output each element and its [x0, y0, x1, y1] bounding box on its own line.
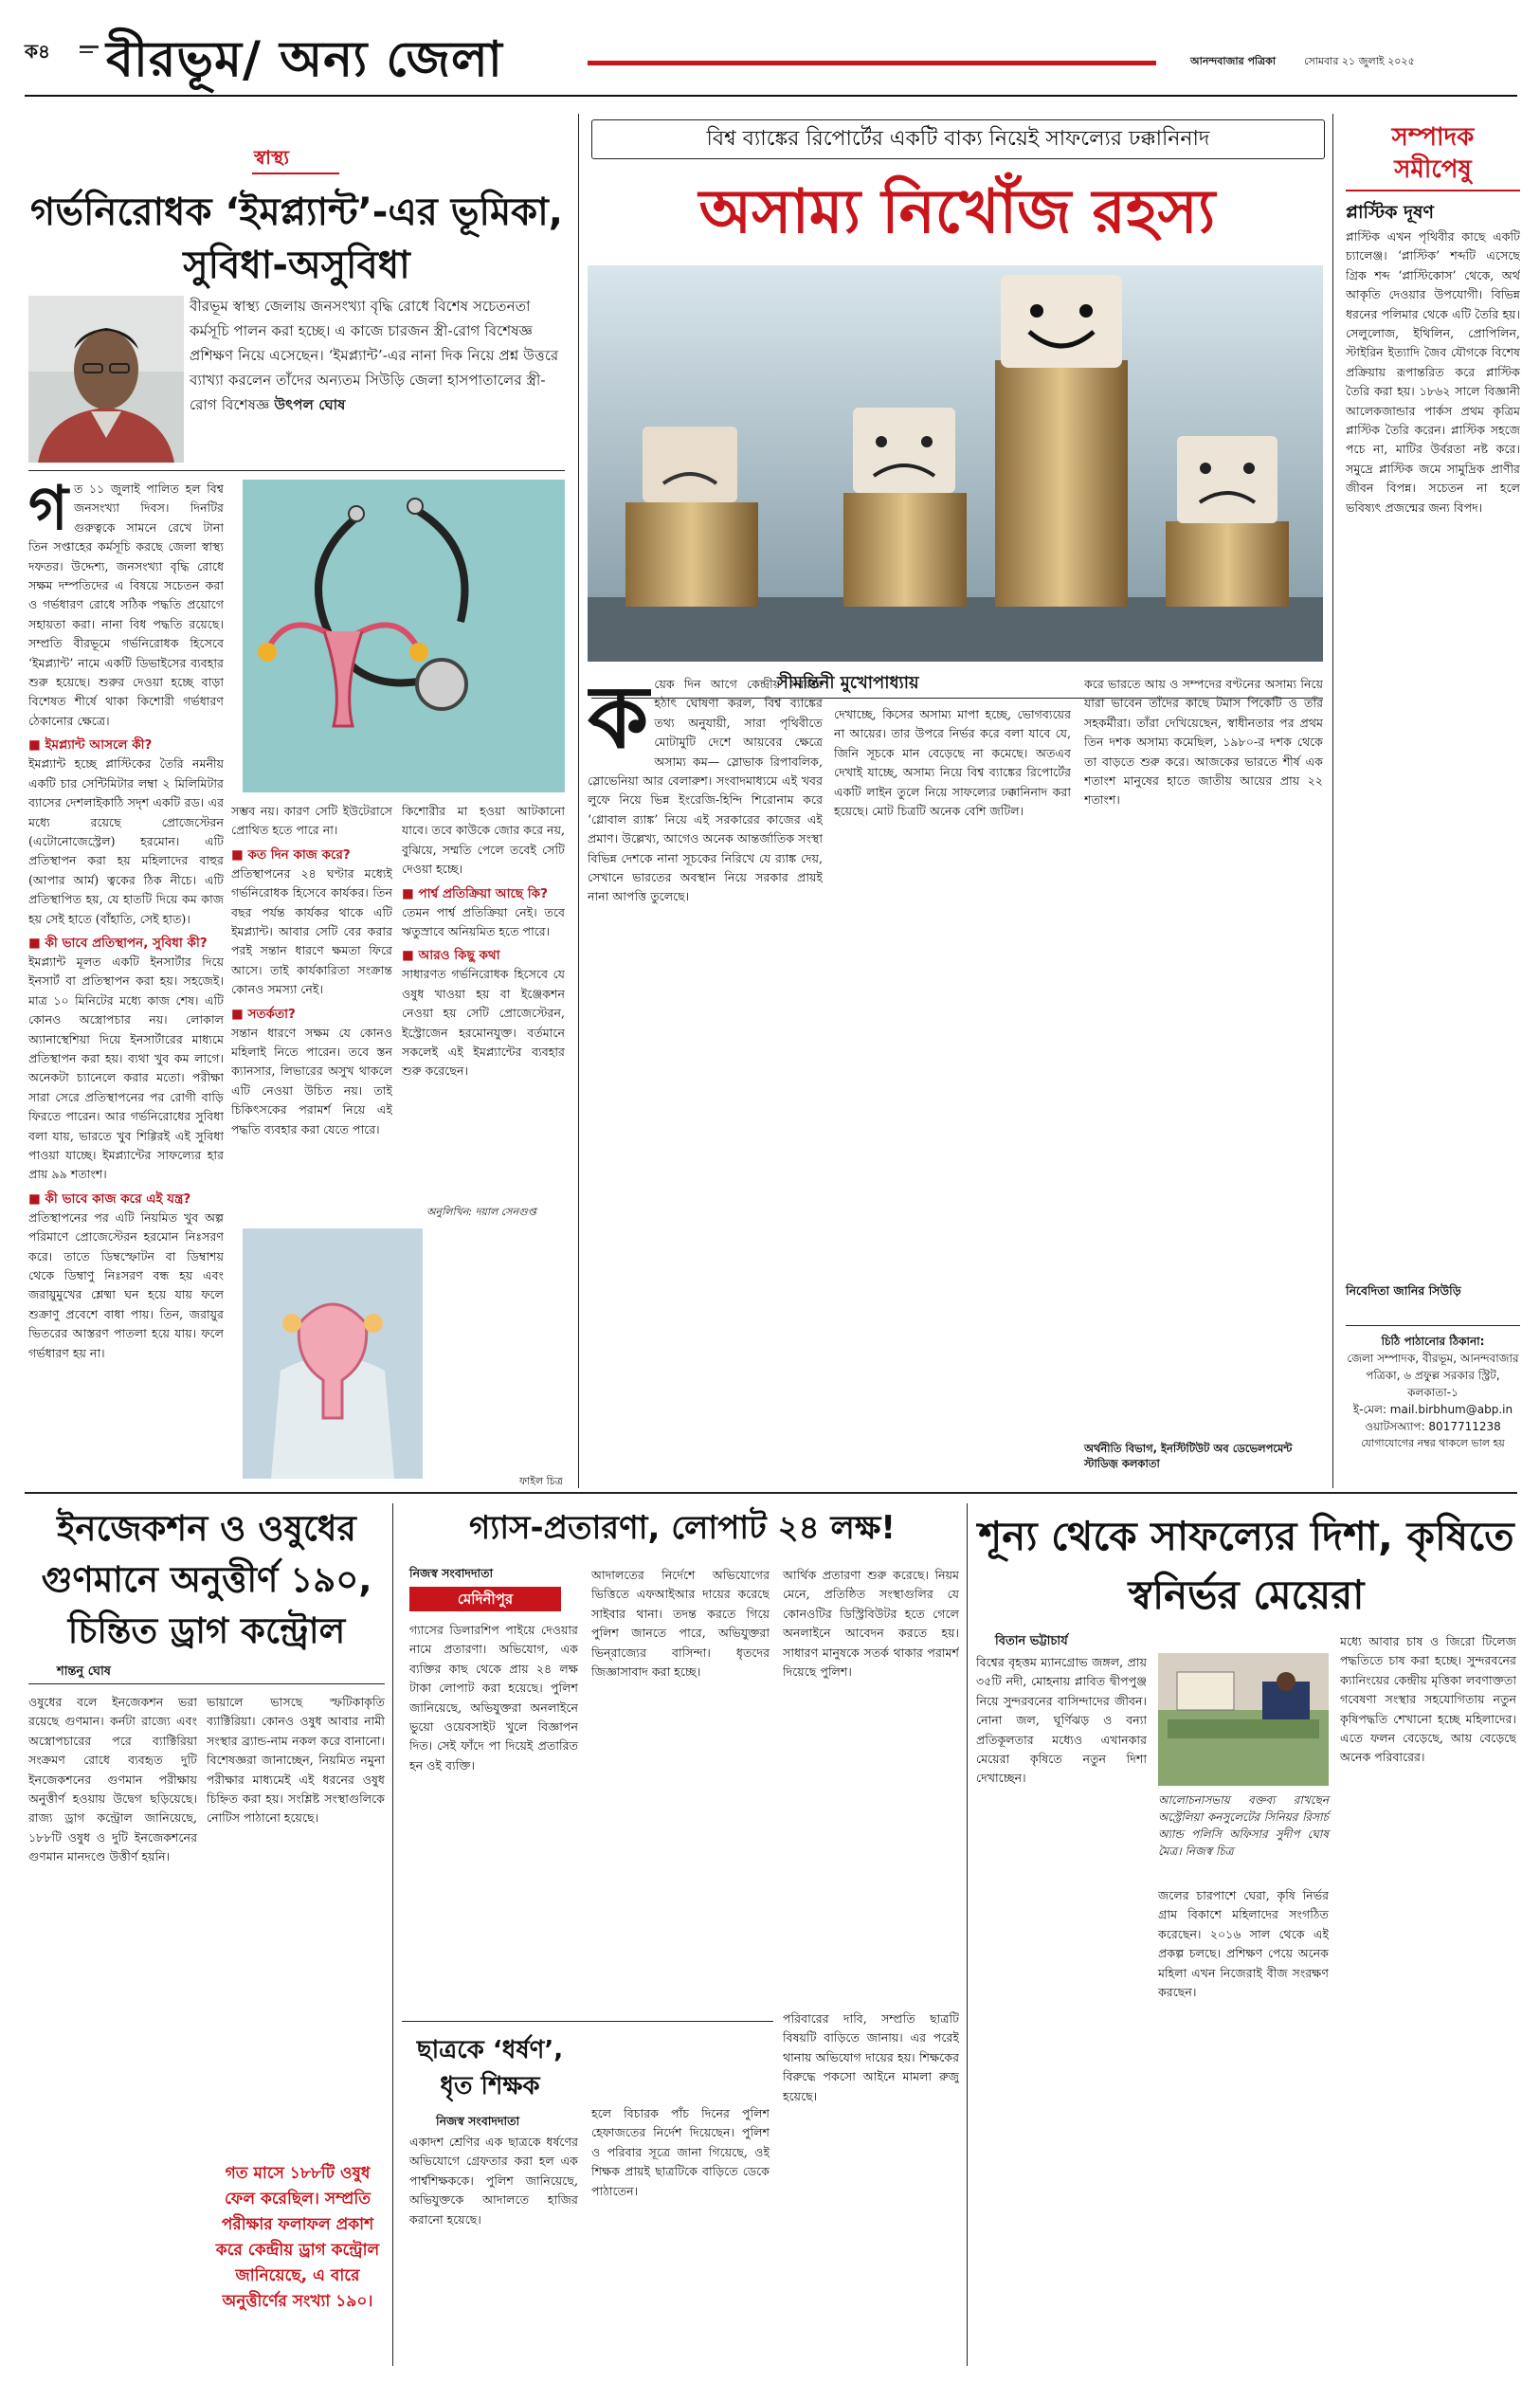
health-col-1 [28, 480, 224, 1481]
health-lead: ত ১১ জুলাই পালিত হল বিশ্ব জনসংখ্যা দিবস। দিনটির গুরুত্বকে সামনে রেখে টানা তিন সপ্তাহের কর্মসূচি করছে জেলা স্বাস্থ্য দফতর। উদ্দেশ্য, জনসংখ্যা বৃদ্ধি রোধে সক্ষম দম্পতিদের এ বিষয়ে সচেতন করা ও গর্ভধারণ রোধে সঠিক পদ্ধতি প্রয়োগে সহায়তা করা। নানা বিধ পদ্ধতি রয়েছে। সম্প্রতি বীরভূমে গর্ভনিরোধক হিসেবে ‘ইমপ্ল্যান্ট’ নামে একটি ডিভাইসের ব্যবহার শুরু হয়েছে। শুরুর দেওয়া হচ্ছে বাড়া বিশেষত শীর্ষে থাকা কিশোরী গর্ভধারণ ঠেকানোর ক্ষেত্রে। [28, 482, 224, 728]
drug-headline: ইনজেকশন ও ওষুধের গুণমানে অনুত্তীর্ণ ১৯০, চিন্তিত ড্রাগ কন্ট্রোল [41, 1508, 372, 1651]
masthead-logo [78, 42, 100, 59]
farm-caption: আলোচনাসভায় বক্তব্য রাখছেন অস্ট্রেলিয়া কনসুলেটের সিনিয়র রিসার্চ অ্যান্ড পলিসি অফিসার সুদীপ ঘোষ মৈত্র। নিজস্ব চিত্র [1158, 1793, 1329, 1858]
health-dropcap: গ [28, 480, 68, 544]
gas-sub-text-2: হলে বিচারক পাঁচ দিনের পুলিশ হেফাজতের নির্দেশ দিয়েছেন। পুলিশ ও পরিবার সূত্রে জানা গিয়েছে, ওই শিক্ষক প্রায়ই ছাত্রটিকে বাড়িতে ডেকে পাঠাতেন। [591, 2106, 770, 2198]
health-a5: সন্তান ধারণে সক্ষম যে কোনও মহিলাই নিতে পারেন। তবে স্তন ক্যানসার, লিভারের অসুখ থাকলে এটি নেওয়া উচিত নয়। তাই চিকিৎসকের পরামর্শ নিয়ে এই পদ্ধতি ব্যবহার করা যেতে পারে। [231, 1025, 392, 1136]
health-intro-rule [28, 470, 565, 471]
gas-sub-headline: ছাত্রকে ‘ধর্ষণ’, ধৃত শিক্ষক [416, 2036, 564, 2100]
gas-sub-text-3: পরিবারের দাবি, সম্প্রতি ছাত্রটি বিষয়টি বাড়িতে জানায়। এর পরেই থানায় অভিযোগ দায়ের হয়। শিক্ষকের বিরুদ্ধে পকসো আইনে মামলা রুজু হয়েছে। [783, 2011, 959, 2103]
health-col-2 [231, 802, 392, 1225]
coin-stacks-photo [588, 265, 1323, 662]
worldbank-dropcap: ক [588, 675, 649, 768]
health-a2: ইমপ্ল্যান্ট মূলত একটি ইনসার্টার দিয়ে ইনসার্ট বা প্রতিস্থাপন করা হয়। সহজেই। মাত্র ১০ মিনিটের মধ্যে কাজ শেষ। এটি কোনও অস্ত্রোপচার নয়। লোকাল অ্যানাস্থেশিয়া দিয়ে ইনসার্টারের মাধ্যমে প্রতিস্থাপন করা হয়। ব্যথা খুব কম লাগে। অনেকটা চ্যানেলে করার মতো। পরীক্ষা সারা সেরে প্রতিস্থাপনের পর রোগী বাড়ি ফিরতে পারেন। আর গর্ভনিরোধের সুবিধা বলা যায়, ভারতে খুব শিগ্গিরই এই সুবিধা পাওয়া যাচ্ছে। ইমপ্ল্যান্টের সাফল্যের হার প্রায় ৯৯ শতাংশ। [28, 954, 224, 1182]
uterus-model-photo [243, 1228, 423, 1479]
drug-author: শান্তনু ঘোষ [57, 1664, 111, 1679]
health-intro-name: উৎপল ঘোষ [274, 396, 346, 413]
editor-title-2: সমীপেষু [1394, 155, 1472, 184]
gas-text-2: আদালতের নির্দেশে অভিযোগের ভিত্তিতে এফআইআর দায়ের করেছে সাইবার থানা। তদন্ত করতে গিয়ে পুলিশ জানতে পারে, অভিযুক্তরা ভিন্‌রাজ্যের বাসিন্দা। ধৃতদের জিজ্ঞাসাবাদ করা হচ্ছে। [591, 1568, 770, 1680]
health-headline: গর্ভনিরোধক ‘ইমপ্ল্যান্ট’-এর ভূমিকা, সুবিধা-অসুবিধা [30, 191, 563, 287]
stethoscope-illustration [243, 480, 565, 792]
drug-col-1 [28, 1693, 197, 2366]
health-col-3 [402, 802, 565, 1225]
drug-subhead: গত মাসে ১৮৮টি ওষুধ ফেল করেছিল। সম্প্রতি পরীক্ষার ফলাফল প্রকাশ করে কেন্দ্রীয় ড্রাগ কন্ট্রোল জানিয়েছে, এ বারে অনুত্তীর্ণের সংখ্যা ১৯০। [215, 2164, 380, 2311]
health-a6: তেমন পার্শ্ব প্রতিক্রিয়া নেই। তবে ঋতুস্রাবে অনিয়মিত হতে পারে। [402, 904, 565, 939]
worldbank-footer-credit: অর্থনীতি বিভাগ, ইনস্টিটিউট অব ডেভেলপমেন্ট স্টাডিজ় কলকাতা [1084, 1442, 1293, 1470]
editor-phone: ওয়াটসঅ্যাপ: 8017711238 [1365, 1420, 1501, 1433]
editor-note: যোগাযোগের নম্বর থাকলে ভাল হয় [1361, 1437, 1505, 1449]
doctor-photo [28, 296, 184, 463]
worldbank-col-3 [1084, 675, 1323, 1433]
health-col4: কিশোরীর মা হওয়া আটকানো যাবে। তবে কাউকে জোর করে নয়, বুঝিয়ে, সম্মতি পেলে তবেই সেটি দেওয়া হচ্ছে। [402, 804, 565, 877]
editor-signature: নিবেদিতা জানির সিউড়ি [1346, 1283, 1461, 1298]
gas-reporter: নিজস্ব সংবাদদাতা [409, 1566, 494, 1580]
gas-sub-reporter: নিজস্ব সংবাদদাতা [436, 2114, 520, 2128]
health-q2: ■ কী ভাবে প্রতিস্থাপন, সুবিধা কী? [28, 935, 208, 951]
worldbank-text-3: করে ভারতে আয় ও সম্পদের বণ্টনের অসাম্য নিয়ে যারা ভাবেন তাঁদের কাছে টমাস পিকেটি ও তাঁর সহকর্মীরা। তাঁরা দেখিয়েছেন, স্বাধীনতার পর প্রথম তিন দশক অসাম্য কমেছিল, ১৯৮০-র দশক থেকে তা বাড়তে শুরু করে। আজকের ভারতে শীর্ষ এক শতাংশ মানুষের হাতে জাতীয় আয়ের প্রায় ২২ শতাংশ। [1084, 677, 1323, 808]
farm-col-1 [976, 1653, 1147, 2366]
farm-col-3 [1158, 1886, 1329, 2366]
health-photo-credit: ফাইল চিত্র [519, 1475, 563, 1487]
gas-col-2 [591, 1566, 770, 2097]
vertical-rule-4 [967, 1503, 968, 2366]
vertical-rule-2 [1332, 114, 1333, 1488]
gas-text-3: আর্থিক প্রতারণা শুরু করেছে। নিয়ম মেনে, প্রতিষ্ঠিত সংস্থাগুলির যে কোনওটির ডিস্ট্রিবিউটর হতে গেলে অনলাইনে আবেদন করতে হয়। সাধারণ মানুষকে সতর্ক থাকার পরামর্শ দিয়েছে পুলিশ। [783, 1568, 959, 1680]
gas-col-3 [783, 1566, 959, 2002]
health-q4: ■ কত দিন কাজ করে? [231, 846, 351, 863]
gas-sub-text-1: একাদশ শ্রেণির এক ছাত্রকে ধর্ষণের অভিযোগে গ্রেফতার করা হল এক পার্শ্বশিক্ষককে। পুলিশ জানিয়েছে, অভিযুক্তকে আদালতে হাজির করানো হয়েছে। [409, 2135, 578, 2227]
editor-letter-body [1346, 227, 1520, 1270]
paper-name: আনন্দবাজার পত্রিকা [1190, 55, 1277, 67]
editor-letter-text: প্লাস্টিক এখন পৃথিবীর কাছে একটি চ্যালেঞ্জ। ‘প্লাস্টিক’ শব্দটি এসেছে গ্রিক শব্দ ‘প্লাস্টিকোস’ থেকে, অর্থ আকৃতি দেওয়ার উপযোগী। বিভিন্ন ধরনের পলিমার থেকে এটি তৈরি হয়। সেলুলোজ, ইথিলিন, প্রোপিলিন, স্টাইরিন ইত্যাদি জৈব যৌগকে বিশেষ প্রক্রিয়ায় রূপান্তরিত করে প্লাস্টিক তৈরি করা হয়। ১৮৬২ সালে বিজ্ঞানী আলেকজান্ডার পার্কস প্রথম কৃত্রিম প্লাস্টিক তৈরি করেন। প্লাস্টিক সহজে পচে না, মাটির উর্বরতা নষ্ট করে। সমুদ্রে প্লাস্টিক জমে সামুদ্রিক প্রাণীর জীবন বিপন্ন। সচেতন না হলে ভবিষ্যৎ প্রজন্মের জন্য বিপদ। [1346, 229, 1520, 515]
drug-text-1: ওষুধের বলে ইনজেকশন ভরা রয়েছে গুণমান। কর্নটা রাজ্যে এবং অস্ত্রোপচারের পরে ব্যাক্টিরিয়া সংক্রমণ রোধে ব্যবহৃত দুটি ইনজেকশনের গুণমান পরীক্ষায় অনুত্তীর্ণ হওয়ায় উদ্বেগ ছড়িয়েছে। রাজ্য ড্রাগ কন্ট্রোল জানিয়েছে, ১৮৮টি ওষুধ ও দুটি ইনজেকশনের গুণমান মানদণ্ডে উত্তীর্ণ হয়নি। [28, 1695, 197, 1864]
drug-col-2 [207, 1693, 385, 2138]
gas-sub-col-1 [409, 2133, 578, 2366]
masthead-underline [25, 95, 1517, 97]
farm-text-2: মধ্যে আবার চাষ ও জিরো টিলেজ পদ্ধতিতে চাষ করা হচ্ছে। সুন্দরবনের ক্যানিংয়ের কেন্দ্রীয় মৃত্তিকা লবণাক্ততা গবেষণা সংস্থার সহযোগিতায় নতুন কৃষিপদ্ধতি শেখানো হচ্ছে মহিলাদের। এতে ফলন বেড়েছে, আয় বেড়েছে অনেক পরিবারের। [1340, 1634, 1516, 1765]
health-a7: সাধারণত গর্ভনিরোধক হিসেবে যে ওষুধ খাওয়া হয় বা ইঞ্জেকশন নেওয়া হয় সেটি প্রোজেস্টেরন, ইস্ট্রোজেন হরমোনযুক্ত। বর্তমানে সকলেই এই ইমপ্ল্যান্টের ব্যবহার শুরু করেছেন। [402, 967, 565, 1079]
editor-title-rule [1346, 190, 1520, 191]
gas-place: মেদিনীপুর [409, 1587, 561, 1611]
seminar-photo [1158, 1653, 1329, 1786]
editor-title-1: সম্পাদক [1391, 123, 1475, 152]
vertical-rule-1 [578, 114, 579, 1488]
gas-sub-rule [402, 2021, 773, 2022]
worldbank-author: সীমন্তিনী মুখোপাধ্যায় [777, 673, 919, 693]
worldbank-text-1: য়েক দিন আগে কেন্দ্রীয় সরকার হঠাৎ ঘোষণা করল, বিশ্ব ব্যাঙ্কের তথ্য অনুযায়ী, সারা পৃথিবীতে মোটামুটি দেশে আয়বের ক্ষেত্রে অসাম্য কম— স্লোভাক রিপাবলিক, স্লোভেনিয়া আর বেলারুশ। সংবাদমাধ্যমে এই খবর লুফে নিয়ে ভিন্ন ইংরেজি-হিন্দি শিরোনাম করে ‘গ্লোবাল র‍্যাঙ্ক’ নিয়ে এই সরকারের কাজের এই প্রমাণ। উল্লেখ্য, আগেও অনেক আন্তর্জাতিক সংস্থা বিভিন্ন দেশকে নানা সূচকের নিরিখে যে র‍্যাঙ্ক দেয়, সেখানে ভারতের অবস্থান নিয়ে সরকার প্রায়ই নানা আপত্তি তুলেছে। [588, 677, 823, 904]
vertical-rule-3 [392, 1503, 393, 2366]
health-credit: অনুলিখিন: দয়াল সেনগুপ্ত [426, 1206, 536, 1218]
health-col3: সম্ভব নয়। কারণ সেটি ইউটেরাসে প্রোথিত হতে পারে না। [231, 804, 392, 838]
gas-text-1: গ্যাসের ডিলারশিপ পাইয়ে দেওয়ার নামে প্রতারণা। অভিযোগ, এক ব্যক্তির কাছ থেকে প্রায় ২৪ লক্ষ টাকা লোপাট করা হয়েছে। পুলিশ জানিয়েছে, অভিযুক্তরা অনলাইনে ভুয়ো ওয়েবসাইট খুলে বিজ্ঞাপন দিত। সেই ফাঁদে পা দিয়েই প্রতারিত হন ওই ব্যক্তি। [409, 1623, 578, 1773]
editor-letter-title: প্লাস্টিক দূষণ [1346, 202, 1435, 223]
farm-col-2 [1340, 1632, 1516, 2366]
mid-page-rule [25, 1492, 1517, 1494]
editor-address-block [1346, 1333, 1520, 1452]
page-number: ক৪ [25, 40, 50, 63]
farm-author: বিতান ভট্টাচার্য [995, 1634, 1068, 1648]
health-kicker-underline [252, 173, 339, 174]
worldbank-col-1 [588, 675, 823, 1481]
farm-headline: শূন্য থেকে সাফল্যের দিশা, কৃষিতে স্বনির্ভর মেয়েরা [978, 1513, 1514, 1618]
health-q3: ■ কী ভাবে কাজ করে এই যন্ত্র? [28, 1191, 191, 1207]
worldbank-text-2: দেখাচ্ছে, কিসের অসাম্য মাপা হচ্ছে, ভোগব্যয়ের না আয়ের। তার উপরে নির্ভর করে বলা যাবে যে, জিনি সূচকে মান বেড়েছে না কমেছে। অতএব দেখাই যাচ্ছে, অসাম্য নিয়ে বিশ্ব ব্যাঙ্কের রিপোর্টের একটি লাইন তুলে নিয়ে সাফল্যের ঢক্কানিনাদ করা হয়েছে। মোট চিত্রটি অনেক বেশি জটিল। [834, 707, 1071, 819]
drug-text-2: ভায়ালে ভাসছে স্ফটিকাকৃতি ব্যাক্টিরিয়া। কোনও ওষুধ আবার নামী সংস্থার ব্র্যান্ড-নাম নকল করে বানানো। বিশেষজ্ঞরা জানাচ্ছেন, নিয়মিত নমুনা পরীক্ষার মাধ্যমেই এই ধরনের ওষুধ চিহ্নিত করা হয়। সংশ্লিষ্ট সংস্থাগুলিকে নোটিস পাঠানো হয়েছে। [207, 1695, 385, 1826]
health-q1: ■ ইমপ্ল্যান্ট আসলে কী? [28, 737, 153, 754]
section-title: বীরভূম/ অন্য জেলা [106, 31, 503, 88]
worldbank-headline: অসাম্য নিখোঁজ রহস্য [698, 177, 1216, 247]
health-a1: ইমপ্ল্যান্ট হচ্ছে প্লাস্টিকের তৈরি নমনীয় একটি চার সেন্টিমিটার লম্বা ২ মিলিমিটার ব্যাসের দেশলাইকাঠি সদৃশ একটি রড। এর মধ্যে রয়েছে প্রোজেস্টেরন (এটোনোজেস্ট্রেল) হরমোন। এটি প্রতিস্থাপন করা হয় মহিলাদের বাহুর (আপার আর্ম) ত্বকের ঠিক নীচে। এটি প্রতিস্থাপিত হয়, যে হাতটি দিয়ে কম কাজ হয় সেই হাতে (বাঁহাতি, সেই হাত)। [28, 756, 224, 926]
health-a3: প্রতিস্থাপনের পর এটি নিয়মিত খুব অল্প পরিমাণে প্রোজেস্টেরন হরমোন নিঃসরণ করে। তাতে ডিম্বস্ফোটন বা ডিম্বাশয় থেকে ডিম্বাণু নিঃসরণ বন্ধ হয় এবং জরায়ুমুখের শ্লেষ্মা ঘন হয়ে যায় ফলে শুক্রাণু প্রবেশে বাধা পায়। তিন, জরায়ুর ভিতরের আস্তরণ পাতলা হয়ে যায়। ফলে গর্ভধারণ হয় না। [28, 1209, 224, 1360]
editor-address: জেলা সম্পাদক, বীরভূম, আনন্দবাজার পত্রিকা, ৬ প্রফুল্ল সরকার স্ট্রিট, কলকাতা-১ [1347, 1352, 1519, 1399]
farm-text-3: জলের চারপাশে ঘেরা, কৃষি নির্ভর গ্রাম বিকাশে মহিলাদের সংগঠিত করেছেন। ২০১৬ সাল থেকে এই প্রকল্প চলছে। প্রশিক্ষণ পেয়ে অনেক মহিলা এখন নিজেরাই বীজ সংরক্ষণ করছেন। [1158, 1888, 1329, 2000]
worldbank-col-2 [834, 705, 1071, 1481]
issue-date: সোমবার ২১ জুলাই ২০২৫ [1304, 55, 1415, 67]
health-kicker: স্বাস্থ্য [254, 146, 290, 169]
health-intro-text: বীরভূম স্বাস্থ্য জেলায় জনসংখ্যা বৃদ্ধি রোধে বিশেষ সচেতনতা কর্মসূচি পালন করা হচ্ছে। এ কাজে চারজন স্ত্রী-রোগ বিশেষজ্ঞ প্রশিক্ষণ নিয়ে এসেছেন। ‘ইমপ্ল্যান্ট’-এর নানা দিক নিয়ে প্রশ্ন উত্তরে ব্যাখ্যা করলেন তাঁদের অন্যতম সিউড়ি জেলা হাসপাতালের স্ত্রী-রোগ বিশেষজ্ঞ [190, 298, 559, 413]
gas-sub-col-2 [591, 2104, 770, 2366]
health-q7: ■ আরও কিছু কথা [402, 948, 500, 964]
gas-sub-col-3 [783, 2009, 959, 2366]
worldbank-kicker: বিশ্ব ব্যাঙ্কের রিপোর্টের একটি বাক্য নিয়েই সাফল্যের ঢক্কানিনাদ [591, 119, 1325, 159]
health-a4: প্রতিস্থাপনের ২৪ ঘণ্টার মধ্যেই গর্ভনিরোধক হিসেবে কার্যকর। তিন বছর পর্যন্ত কার্যকর থাকে এটি ইমপ্ল্যান্ট। আবার সেটি বের করার পরই সন্তান ধারণে ক্ষমতা ফিরে আসে। তাই কার্যকারিতা সংক্রান্ত কোনও সমস্যা নেই। [231, 865, 392, 997]
health-intro [190, 294, 565, 417]
masthead-rule [588, 61, 1156, 65]
health-q6: ■ পার্শ্ব প্রতিক্রিয়া আছে কি? [402, 885, 548, 901]
editor-email[interactable]: ই-মেল: mail.birbhum@abp.in [1352, 1403, 1513, 1416]
gas-headline: গ্যাস-প্রতারণা, লোপাট ২৪ লক্ষ! [469, 1509, 896, 1547]
editor-address-head: চিঠি পাঠানোর ঠিকানা: [1381, 1335, 1485, 1348]
health-q5: ■ সতর্কতা? [231, 1006, 296, 1022]
drug-author-rule [28, 1683, 385, 1684]
gas-col-1 [409, 1621, 578, 2095]
editor-address-rule [1346, 1325, 1520, 1326]
farm-text-1: বিশ্বের বৃহত্তম ম্যানগ্রোভ জঙ্গল, প্রায় ৩৫টি নদী, মোহনায় প্লাবিত দ্বীপপুঞ্জ নিয়ে সুন্দরবনের বাসিন্দাদের জীবন। নোনা জল, ঘূর্ণিঝড় ও বন্যা প্রতিকূলতার মধ্যেও এখানকার মেয়েরা কৃষিতে নতুন দিশা দেখাচ্ছেন। [976, 1655, 1147, 1786]
